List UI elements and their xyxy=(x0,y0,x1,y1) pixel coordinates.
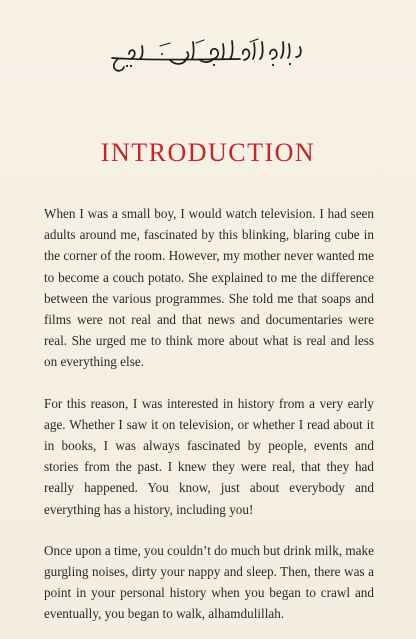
page-title: INTRODUCTION xyxy=(100,138,316,168)
body-text xyxy=(44,203,374,625)
paragraph: When I was a small boy, I would watch television. I had seen adults around me, fascinated by this blinking, blaring cube in the corner of the room. However, my mother never wanted me to become a couch potato. She explained to me the difference between the various programmes. She told me that soaps and films were not real and that news and documentaries were real. She urged me to think more about what is real and less on everything else. xyxy=(44,206,374,370)
paragraph: Once upon a time, you couldn’t do much but drink milk, make gurgling noises, dirty your nappy and sleep. Then, there was a point in your personal history when you began to crawl and eventually, you began to walk, alhamdulillah. xyxy=(44,542,374,622)
paragraph: For this reason, I was interested in history from a very early age. Whether I saw it on television, or whether I read about it in books, I was always fascinated by people, events and stories from the past. I knew they were real, that they had really happened. You know, just about everybody and everything has a history, including you! xyxy=(44,395,374,517)
basmala-calligraphy-icon xyxy=(100,34,316,74)
